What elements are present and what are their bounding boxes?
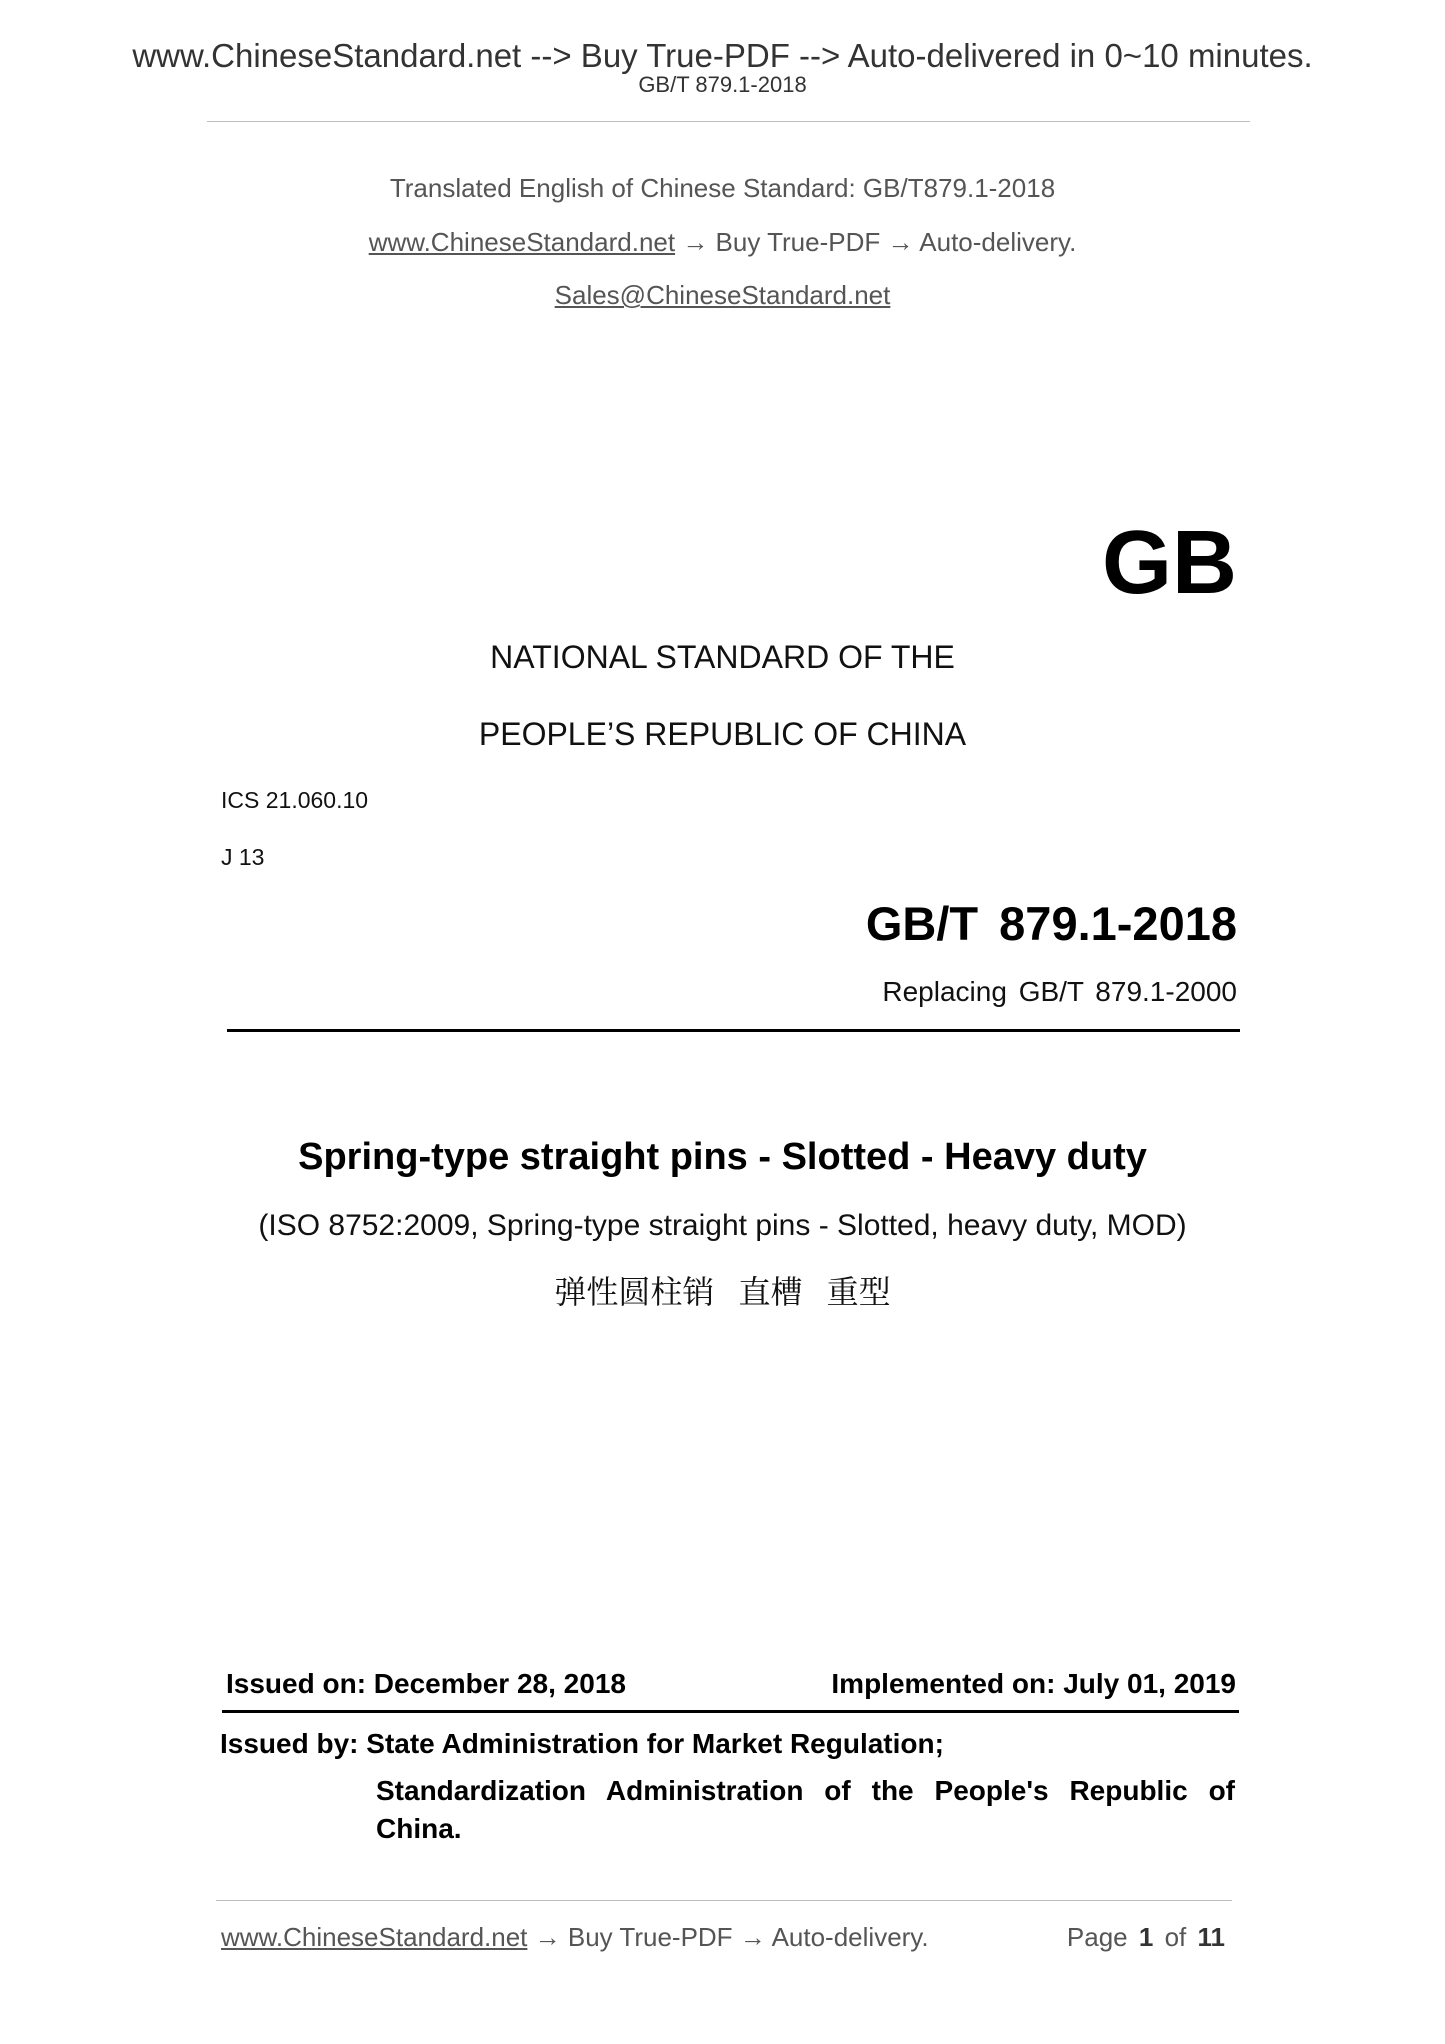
buy-line-text: → Buy True-PDF → Auto-delivery. (675, 227, 1077, 257)
top-banner: www.ChineseStandard.net --> Buy True-PDF --> Auto-delivered in 0~10 minutes. (132, 37, 1313, 74)
footer-site-link[interactable]: www.ChineseStandard.net (221, 1922, 528, 1952)
standard-number: GB/T 879.1-2018 (865, 897, 1237, 950)
ics-code: ICS 21.060.10 (221, 787, 369, 813)
sales-email-line (0, 279, 1445, 311)
document-subtitle: (ISO 8752:2009, Spring-type straight pins - Slotted, heavy duty, MOD) (258, 1209, 1187, 1242)
ccs-code: J 13 (221, 844, 265, 870)
page-indicator (1067, 1921, 1225, 1953)
gb-logo: GB (1102, 513, 1237, 613)
implemented-on: Implemented on: July 01, 2019 (831, 1668, 1236, 1699)
footer-buy-line (221, 1921, 929, 1953)
translation-title: Translated English of Chinese Standard: GB/T879.1-2018 (389, 173, 1056, 203)
header-doc-id: GB/T 879.1-2018 (638, 72, 807, 97)
footer-buy-text: → Buy True-PDF → Auto-delivery. (527, 1922, 929, 1952)
issued-by-second: Standardization Administration of the People's Republic of China. (376, 1775, 1235, 1844)
page-total: 11 (1197, 1922, 1225, 1952)
issued-on: Issued on: December 28, 2018 (226, 1668, 626, 1699)
national-standard-line2: PEOPLE’S REPUBLIC OF CHINA (478, 716, 967, 752)
replacing-standard: Replacing GB/T 879.1-2000 (882, 976, 1237, 1007)
page-of: of (1164, 1922, 1187, 1952)
issued-by: Issued by: State Administration for Market Regulation; (220, 1728, 944, 1759)
sales-email-link[interactable]: Sales@ChineseStandard.net (554, 280, 891, 310)
translation-buy-line (0, 226, 1445, 258)
page-label: Page (1066, 1922, 1128, 1952)
issued-divider (222, 1710, 1239, 1713)
page-current: 1 (1138, 1922, 1154, 1952)
site-link[interactable]: www.ChineseStandard.net (368, 227, 676, 257)
chinese-title: 弹性圆柱销 直槽 重型 (554, 1273, 891, 1311)
document-title: Spring-type straight pins - Slotted - Heavy duty (298, 1136, 1147, 1178)
footer-divider (216, 1900, 1232, 1901)
issue-dates-row (226, 1666, 1236, 1702)
national-standard-line1: NATIONAL STANDARD OF THE (490, 639, 955, 675)
header-divider (207, 121, 1250, 122)
main-divider (227, 1029, 1240, 1032)
